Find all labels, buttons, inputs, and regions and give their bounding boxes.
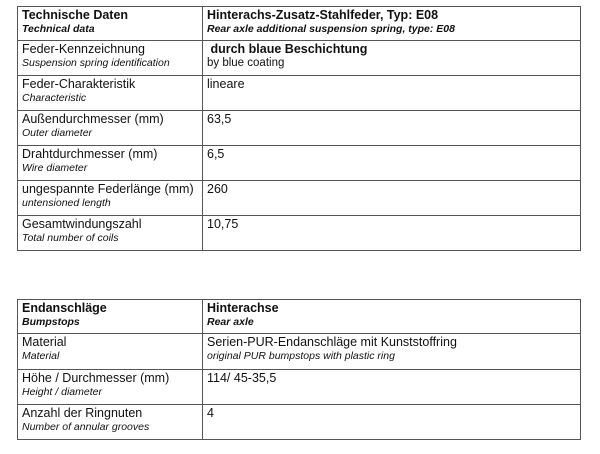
- row-label-de: Feder-Charakteristik: [22, 77, 136, 91]
- header-label-cell: [18, 7, 203, 41]
- table-row: [18, 111, 581, 146]
- row-value-de: 4: [207, 406, 214, 420]
- row-label-de: Material: [22, 335, 67, 349]
- label-cell: [18, 146, 203, 181]
- header-title-de: Technische Daten: [22, 8, 129, 22]
- table-row: [18, 146, 581, 181]
- row-label-en: Wire diameter: [22, 162, 88, 174]
- header-title-en: Bumpstops: [22, 316, 80, 328]
- label-cell: [18, 41, 203, 76]
- row-value-de: 260: [207, 182, 228, 196]
- label-cell: [18, 216, 203, 251]
- label-cell: [18, 76, 203, 111]
- table-row: [18, 334, 581, 370]
- value-cell: [203, 181, 581, 216]
- value-cell: [203, 334, 581, 370]
- row-value-de: 63,5: [207, 112, 232, 126]
- row-value-en: by blue coating: [207, 57, 285, 69]
- row-label-de: Drahtdurchmesser (mm): [22, 147, 158, 161]
- value-cell: [203, 370, 581, 405]
- label-cell: [18, 370, 203, 405]
- row-value-en: original PUR bumpstops with plastic ring: [207, 350, 395, 362]
- value-cell: [203, 76, 581, 111]
- value-cell: [203, 216, 581, 251]
- bumpstops-table: [17, 299, 581, 440]
- row-value-de: 114/ 45-35,5: [207, 371, 277, 385]
- table-header-row: [18, 300, 581, 334]
- header-title-de: Endanschläge: [22, 301, 107, 315]
- row-value-de: durch blaue Beschichtung: [207, 42, 368, 56]
- header-value-cell: [203, 7, 581, 41]
- value-cell: [203, 405, 581, 440]
- header-product-en: Rear axle additional suspension spring, type: E08: [207, 23, 455, 35]
- row-value-de: Serien-PUR-Endanschläge mit Kunststoffring: [207, 335, 457, 349]
- value-cell: [203, 111, 581, 146]
- table-row: [18, 405, 581, 440]
- row-value-de: 6,5: [207, 147, 225, 161]
- technical-data-table: [17, 6, 581, 251]
- value-cell: [203, 146, 581, 181]
- label-cell: [18, 405, 203, 440]
- row-label-en: Number of annular grooves: [22, 421, 150, 433]
- header-product-de: Hinterachs-Zusatz-Stahlfeder, Typ: E08: [207, 8, 439, 22]
- label-cell: [18, 111, 203, 146]
- header-value-cell: [203, 300, 581, 334]
- row-label-de: Anzahl der Ringnuten: [22, 406, 143, 420]
- row-label-en: Suspension spring identification: [22, 57, 170, 69]
- table-row: [18, 181, 581, 216]
- table-row: [18, 41, 581, 76]
- row-label-en: untensioned length: [22, 197, 111, 209]
- row-label-en: Outer diameter: [22, 127, 93, 139]
- table-header-row: [18, 7, 581, 41]
- row-value-de: lineare: [207, 77, 245, 91]
- row-label-de: Gesamtwindungszahl: [22, 217, 142, 231]
- row-label-de: Höhe / Durchmesser (mm): [22, 371, 170, 385]
- table-row: [18, 370, 581, 405]
- row-label-en: Height / diameter: [22, 386, 102, 398]
- row-label-de: Feder-Kennzeichnung: [22, 42, 145, 56]
- row-label-en: Total number of coils: [22, 232, 119, 244]
- row-value-de: 10,75: [207, 217, 239, 231]
- header-label-cell: [18, 300, 203, 334]
- label-cell: [18, 181, 203, 216]
- row-label-en: Material: [22, 350, 60, 362]
- header-axle-de: Hinterachse: [207, 301, 279, 315]
- table-row: [18, 76, 581, 111]
- table-row: [18, 216, 581, 251]
- header-axle-en: Rear axle: [207, 316, 254, 328]
- label-cell: [18, 334, 203, 370]
- row-label-de: ungespannte Federlänge (mm): [22, 182, 194, 196]
- row-label-de: Außendurchmesser (mm): [22, 112, 164, 126]
- row-label-en: Characteristic: [22, 92, 87, 104]
- header-title-en: Technical data: [22, 23, 95, 35]
- value-cell: [203, 41, 581, 76]
